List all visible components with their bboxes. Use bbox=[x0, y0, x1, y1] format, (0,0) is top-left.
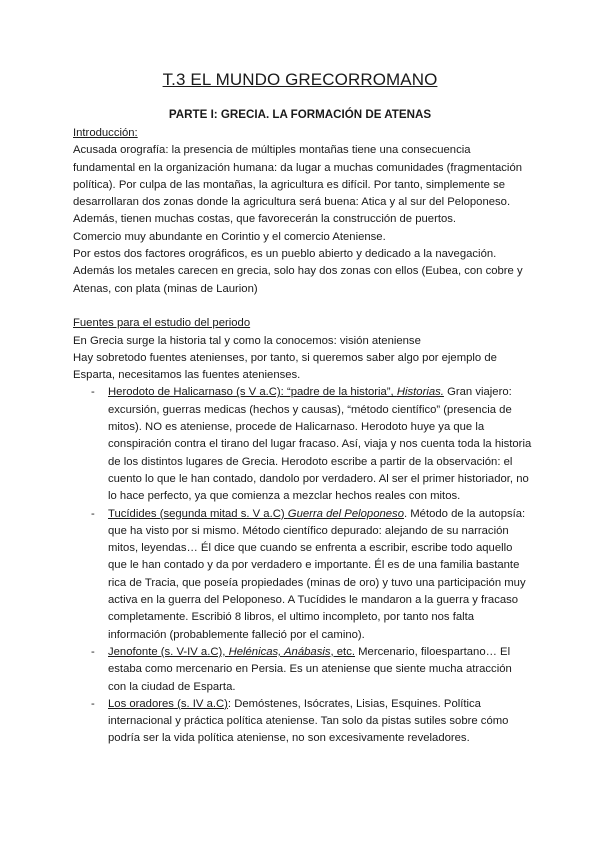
intro-paragraph: Además, tienen muchas costas, que favorecerán la construcción de puertos. bbox=[73, 213, 457, 226]
intro-paragraph: Además los metales carecen en grecia, solo hay dos zonas con ellos (Eubea, con cobre y Atenas, con plata (minas de Laurion) bbox=[73, 265, 523, 295]
document-title: T.3 EL MUNDO GRECORROMANO bbox=[162, 70, 438, 89]
sources-paragraph: Hay sobretodo fuentes atenienses, por tanto, si queremos saber algo por ejemplo de Esparta, necesitamos las fuentes atenienses. bbox=[73, 351, 497, 382]
source-name: Los oradores (s. IV a.C) bbox=[108, 697, 228, 710]
source-name: Jenofonte (s. V-IV a.C), Helénicas, Anábasis, etc. bbox=[108, 645, 355, 658]
section-subtitle: PARTE I: GRECIA. LA FORMACIÓN DE ATENAS bbox=[168, 108, 432, 121]
source-name: Herodoto de Halicarnaso (s V a.C): “padre de la historia”, Historias. bbox=[108, 386, 444, 399]
source-work: Historias. bbox=[396, 386, 444, 399]
source-description: . Método de la autopsía: que ha visto por si mismo. Método científico depurado: alejando de su narración mitos, leyendas… Él dice que cuando se enfrenta a escribir, escribe todo aquello que le han contado y da por verdadero e importante. Él es de una familia bastante rica de Tracia, que poseía propiedades (minas de oro) y tuvo una participación muy activa en la guerra del Peloponeso. A Tucídides le mandaron a la guerra y fracaso completamente. Escribió 8 libros, el ultimo incompleto, por tanto nos falta información (probablemente falleció por el camino). bbox=[108, 507, 526, 641]
source-work: Helénicas, Anábasis bbox=[228, 645, 331, 658]
source-work: Guerra del Peloponeso bbox=[287, 507, 404, 520]
list-item-jenofonte bbox=[73, 644, 533, 696]
document-body bbox=[73, 125, 533, 748]
source-description: Mercenario, filoespartano… El estaba como mercenario en Persia. Es un ateniense que siente mucha atracción con la ciudad de Esparta. bbox=[108, 645, 512, 693]
sources-list bbox=[73, 384, 533, 747]
sources-paragraph: En Grecia surge la historia tal y como la conocemos: visión ateniense bbox=[73, 334, 421, 347]
source-description: Gran viajero: excursión, guerras medicas (hechos y causas), “método científico” (presencia de mitos). NO es ateniense, procede de Halicarnaso. Herodoto huye ya que la conspiración contra el tirano del lugar fracaso. Así, viaja y nos cuenta toda la historia de los distintos lugares de Grecia. Herodoto escribe a partir de la observación: el cuento lo que le han contado, dandolo por verdadero. Al ser el primer historiador, no lo hace perfecto, ya que comienza a mezclar hechos reales con mitos. bbox=[108, 386, 532, 503]
list-item-oradores bbox=[73, 696, 533, 748]
intro-paragraph: Por estos dos factores orográficos, es un pueblo abierto y dedicado a la navegación. bbox=[73, 248, 497, 261]
sources-heading: Fuentes para el estudio del periodo bbox=[73, 317, 251, 330]
source-description: : Demóstenes, Isócrates, Lisias, Esquines. Política internacional y práctica política ateniense. Tan solo da pistas sutiles sobre cómo podría ser la vida política ateniense, no son excesivamente reveladores. bbox=[108, 697, 509, 745]
intro-paragraph: Acusada orografía: la presencia de múltiples montañas tiene una consecuencia fundamental en la organización humana: da lugar a muchas comunidades (fragmentación política). Por culpa de las montañas, la agricultura es difícil. Por tanto, simplemente se desarrollaran dos zonas donde la agricultura será buena: Atica y al sur del Peloponeso. bbox=[73, 144, 523, 209]
list-item-herodoto bbox=[73, 384, 533, 505]
list-item-tucidides bbox=[73, 506, 533, 644]
spacer bbox=[73, 298, 533, 315]
intro-heading: Introducción: bbox=[73, 127, 138, 139]
source-name: Tucídides (segunda mitad s. V a.C) Guerra del Peloponeso bbox=[108, 507, 404, 520]
intro-paragraph: Comercio muy abundante en Corintio y el comercio Ateniense. bbox=[73, 230, 386, 243]
